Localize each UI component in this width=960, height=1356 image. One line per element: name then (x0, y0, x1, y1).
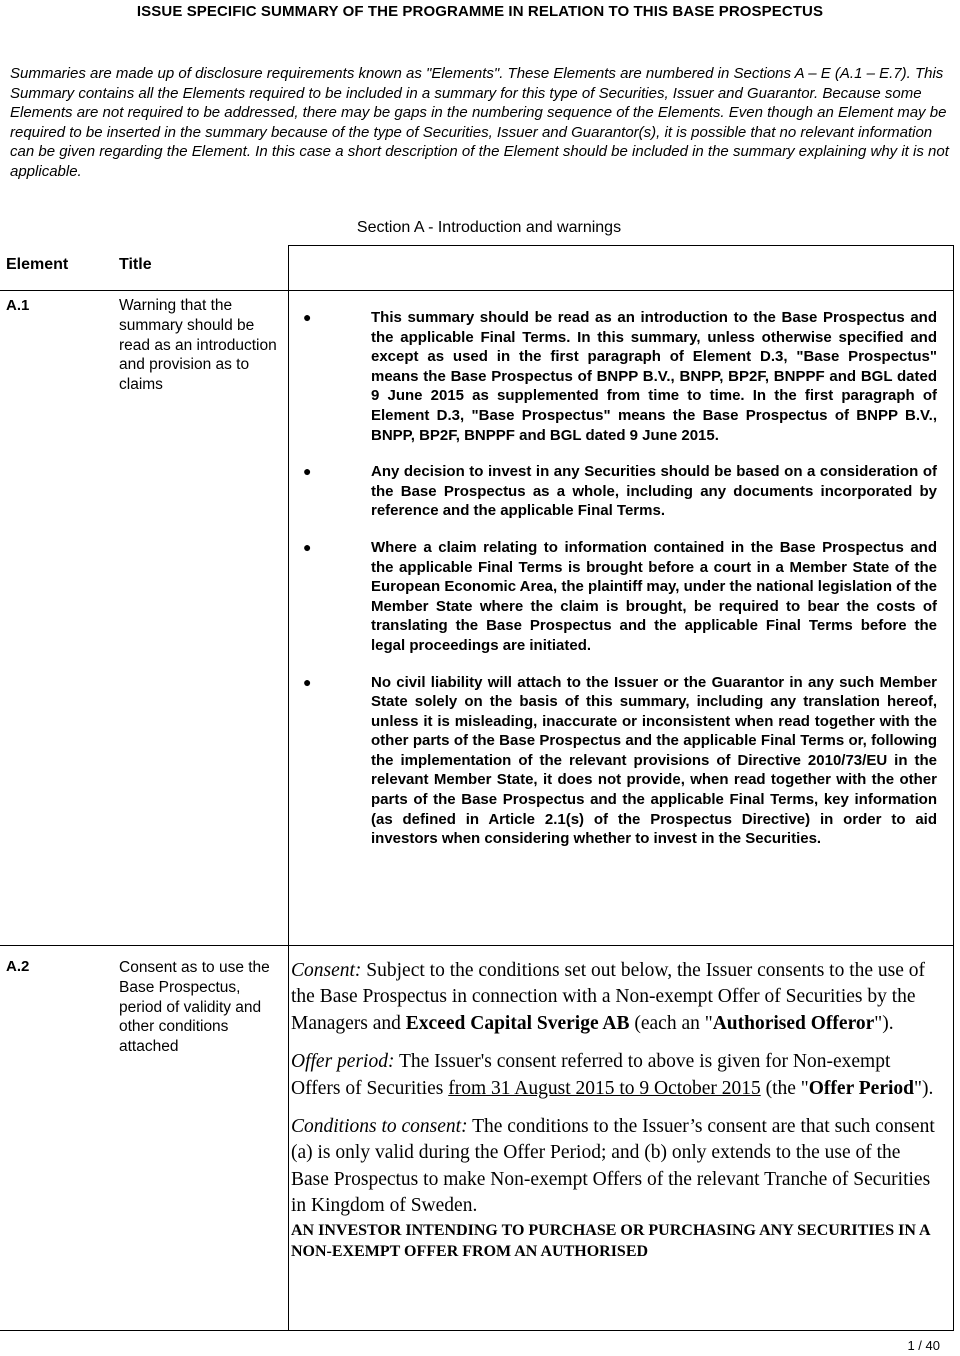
authorised-offeror-term: Authorised Offeror (712, 1012, 875, 1034)
manager-name: Exceed Capital Sverige AB (405, 1012, 630, 1034)
element-title-a2: Consent as to use the Base Prospectus, period of validity and other conditions attached (119, 959, 270, 1056)
consent-text: (each an " (629, 1012, 713, 1034)
element-code-a1: A.1 (6, 297, 30, 314)
conditions-text: The conditions to the Issuer’s consent are that such consent (a) is only valid during the Offer Period; and (b) only extends to the use of the Base Prospectus to make Non-exempt Offers of the relevant Tranche of Securities in Kingdom of Sweden. (291, 1116, 935, 1217)
a2-content (291, 958, 941, 1263)
offer-period-text: "). (914, 1077, 934, 1099)
list-item (294, 538, 937, 656)
header-row-rule (0, 290, 954, 291)
bullet-text: No civil liability will attach to the Issuer or the Guarantor in any such Member State solely on the basis of this summary, including any translation hereof, unless it is misleading, inaccurate or inconsistent when read together with the other parts of the Base Prospectus and the applicable Final Terms or, following the implementation of the relevant provisions of Directive 2010/73/EU in the relevant Member State, it does not provide, when read together with the other parts of the Base Prospectus and the applicable Final Terms, key information (as defined in Article 2.1(s) of the Prospectus Directive) in order to aid investors when considering whether to invest in the Securities. (371, 673, 937, 848)
table-border-right (953, 245, 954, 1331)
section-title: Section A - Introduction and warnings (356, 219, 622, 236)
document-title: ISSUE SPECIFIC SUMMARY OF THE PROGRAMME IN RELATION TO THIS BASE PROSPECTUS (136, 3, 824, 20)
page-number: 1 / 40 (907, 1338, 940, 1353)
offer-period-text: The Issuer's consent referred to above is given for Non-exempt Offers of Securities (291, 1051, 891, 1099)
consent-text: "). (874, 1012, 894, 1034)
bullet-text: Any decision to invest in any Securities should be based on a consideration of the Base Prospectus as a whole, including any documents incorporated by reference and the applicable Final Terms. (371, 463, 937, 520)
conditions-paragraph (291, 1114, 941, 1220)
offer-period-term: Offer Period (808, 1077, 914, 1099)
consent-paragraph (291, 958, 941, 1037)
intro-paragraph: Summaries are made up of disclosure requirements known as "Elements". These Elements are numbered in Sections A – E (A.1 – E.7). This Summary contains all the Elements required to be included in a summary for this type of Securities, Issuer and Guarantor. Because some Elements are not required to be addressed, there may be gaps in the numbering sequence of the Elements. Even though an Element may be required to be inserted in the summary because of the type of Securities, Issuer and Guarantor(s), it is possible that no relevant information can be given regarding the Element. In this case a short description of the Element should be included in the summary explaining why it is not applicable. (10, 65, 949, 180)
offer-period-paragraph (291, 1049, 941, 1102)
bullet-icon: ● (303, 309, 312, 325)
bullet-icon: ● (303, 673, 312, 690)
row-divider (0, 945, 954, 946)
bullet-icon: ● (303, 538, 312, 555)
column-header-title: Title (119, 256, 152, 273)
a1-bullet-list (294, 308, 937, 866)
table-column-divider (288, 245, 289, 1331)
bullet-icon: ● (303, 463, 312, 480)
consent-label: Consent: (291, 960, 362, 981)
list-item (294, 308, 937, 445)
bullet-text: Where a claim relating to information contained in the Base Prospectus and the applicable Final Terms is brought before a court in a Member State of the European Economic Area, the plaintiff may, under the national legislation of the Member State where the claim is brought, be required to bear the costs of translating the Base Prospectus and the applicable Final Terms before the legal proceedings are initiated. (371, 538, 937, 654)
offer-period-dates: from 31 August 2015 to 9 October 2015 (448, 1077, 761, 1099)
table-top-rule (288, 245, 954, 246)
investor-warning: AN INVESTOR INTENDING TO PURCHASE OR PURCHASING ANY SECURITIES IN A NON-EXEMPT OFFER FROM AN AUTHORISED (291, 1221, 930, 1261)
offer-period-text: (the " (760, 1077, 809, 1099)
offer-period-label: Offer period: (291, 1051, 395, 1073)
table-bottom-rule (0, 1330, 954, 1331)
list-item (294, 462, 937, 521)
element-code-a2: A.2 (6, 958, 30, 975)
bullet-text: This summary should be read as an introduction to the Base Prospectus and the applicable Final Terms. In this summary, unless otherwise specified and except as used in the first paragraph of Element D.3, "Base Prospectus" means the Base Prospectus of BNPP B.V., BNPP, BP2F, BNPPF and BGL dated 9 June 2015 as supplemented from time to time. In the first paragraph of Element D.3, "Base Prospectus" means the Base Prospectus of BNPP B.V., BNPP, BP2F, BNPPF and BGL dated 9 June 2015. (371, 309, 937, 444)
column-header-element: Element (6, 256, 69, 273)
conditions-label: Conditions to consent: (291, 1116, 468, 1138)
consent-text: Subject to the conditions set out below, the Issuer consents to the use of the Base Prospectus in connection with a Non-exempt Offer of Securities by the Managers and (291, 960, 926, 1034)
list-item (294, 673, 937, 849)
element-title-a1: Warning that the summary should be read as an introduction and provision as to claims (119, 297, 277, 394)
